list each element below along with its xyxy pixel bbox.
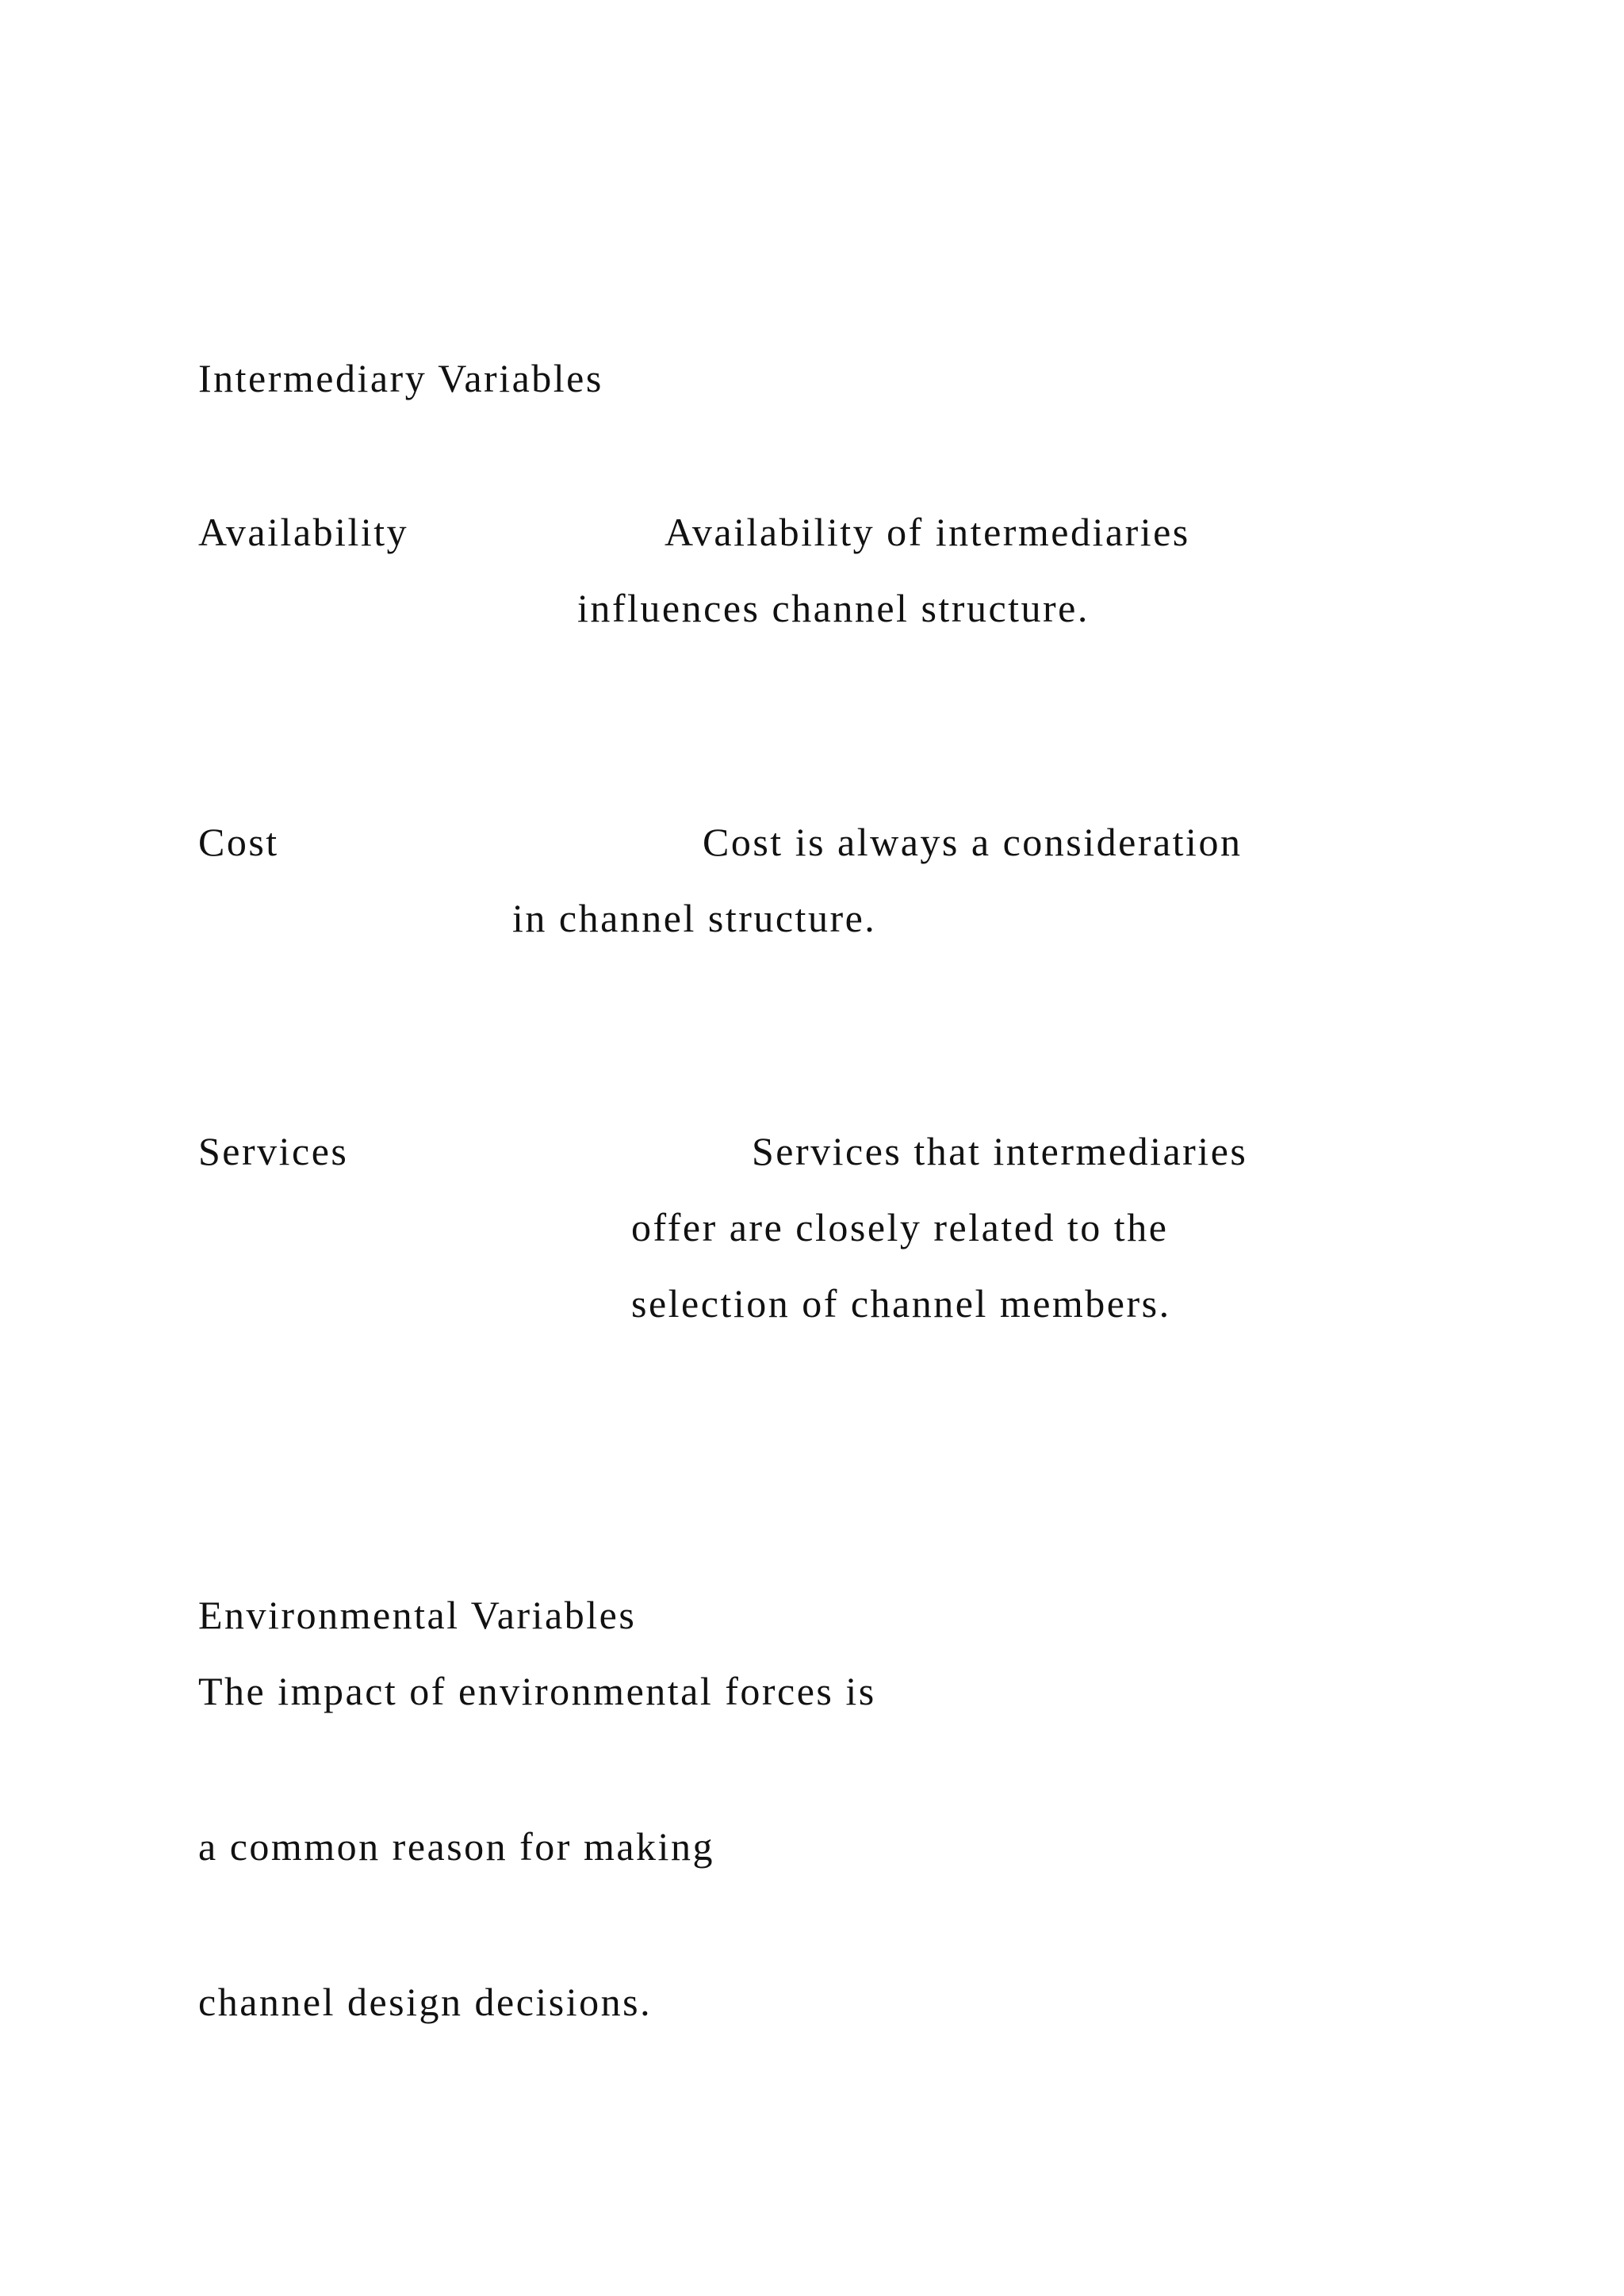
term-services: Services [198, 1129, 349, 1173]
environmental-text-line-1: The impact of environmental forces is [198, 1669, 876, 1713]
term-cost: Cost [198, 820, 279, 864]
heading-intermediary-variables: Intermediary Variables [198, 356, 603, 400]
term-availability: Availability [198, 510, 409, 554]
services-description-line-1: Services that intermediaries [752, 1129, 1248, 1173]
availability-description-line-2: influences channel structure. [577, 586, 1090, 630]
services-description-line-3: selection of channel members. [631, 1281, 1171, 1326]
environmental-text-line-3: channel design decisions. [198, 1980, 653, 2024]
cost-description-line-2: in channel structure. [512, 896, 877, 940]
heading-environmental-variables: Environmental Variables [198, 1593, 637, 1637]
availability-description-line-1: Availability of intermediaries [665, 510, 1190, 554]
cost-description-line-1: Cost is always a consideration [703, 820, 1243, 864]
environmental-text-line-2: a common reason for making [198, 1824, 714, 1869]
services-description-line-2: offer are closely related to the [631, 1205, 1169, 1249]
